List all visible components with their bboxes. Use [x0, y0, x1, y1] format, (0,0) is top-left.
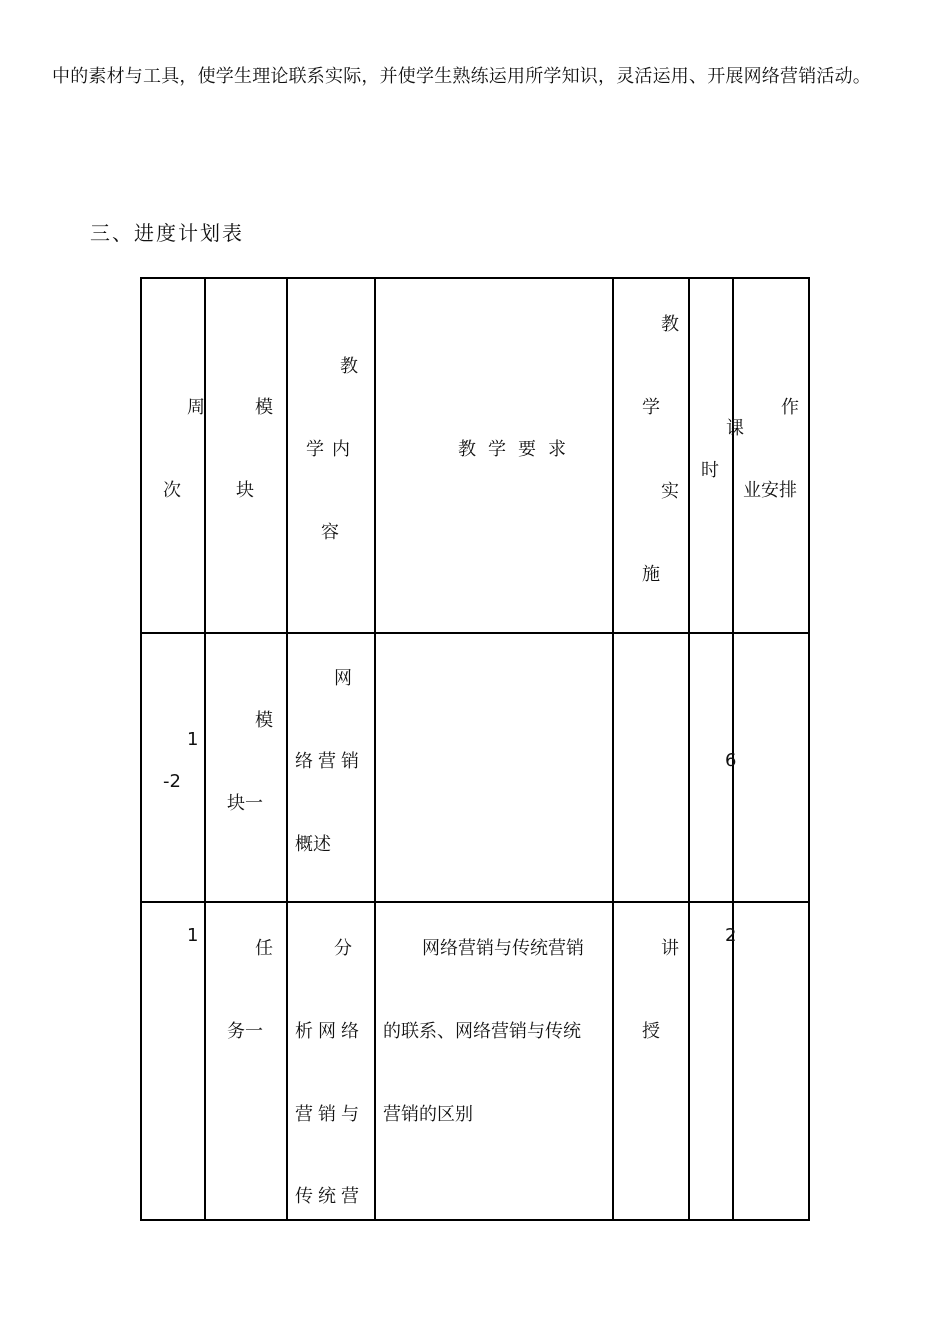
table-column-divider: [688, 277, 690, 1221]
row2-content-1: 分: [334, 938, 352, 959]
header-week-1: 周: [187, 397, 205, 418]
header-content-1: 教: [340, 356, 358, 377]
header-homework-1: 作: [781, 397, 799, 418]
header-impl-4: 施: [642, 564, 660, 585]
row1-week-2: -2: [163, 771, 181, 792]
table-border-right: [808, 277, 810, 1221]
table-border-top: [140, 277, 810, 279]
table-row-divider: [140, 901, 810, 903]
row1-hours: 6: [725, 750, 737, 771]
table-column-divider: [286, 277, 288, 1221]
section-heading: 三、进度计划表: [90, 221, 244, 245]
header-hours-2: 时: [701, 460, 719, 481]
table-column-divider: [374, 277, 376, 1221]
row2-impl-2: 授: [642, 1021, 660, 1042]
row2-content-2: 析网络: [295, 1021, 364, 1042]
header-content-2: 学内: [306, 439, 358, 460]
header-impl-2: 学: [642, 397, 660, 418]
header-homework-2: 业安排: [743, 480, 797, 501]
row1-module-2: 块一: [227, 793, 263, 814]
row2-impl-1: 讲: [661, 938, 679, 959]
row2-module-1: 任: [255, 938, 273, 959]
row1-week-1: 1: [187, 729, 199, 750]
row1-content-2: 络营销: [295, 751, 364, 772]
header-week-2: 次: [163, 480, 181, 501]
row2-content-3: 营销与: [295, 1104, 364, 1125]
header-requirement: 教学要求: [458, 439, 578, 460]
intro-paragraph: 中的素材与工具，使学生理论联系实际，并使学生熟练运用所学知识，灵活运用、开展网络营销活动。: [52, 66, 871, 87]
header-hours-1: 课: [726, 418, 744, 439]
row1-content-1: 网: [334, 668, 352, 689]
table-border-bottom: [140, 1219, 810, 1221]
row2-content-4: 传统营: [295, 1186, 364, 1207]
row2-week: 1: [187, 925, 199, 946]
row1-module-1: 模: [255, 710, 273, 731]
header-module-1: 模: [255, 397, 273, 418]
table-row-divider: [140, 632, 810, 634]
row2-requirement-3: 营销的区别: [383, 1104, 473, 1125]
table-border-left: [140, 277, 142, 1221]
header-module-2: 块: [236, 480, 254, 501]
header-impl-3: 实: [661, 481, 679, 502]
row2-requirement-1: 网络营销与传统营销: [422, 938, 584, 959]
row1-content-3: 概述: [295, 834, 331, 855]
header-content-3: 容: [321, 522, 339, 543]
row2-module-2: 务一: [227, 1021, 263, 1042]
row2-hours: 2: [725, 925, 737, 946]
table-column-divider: [204, 277, 206, 1221]
header-impl-1: 教: [661, 314, 679, 335]
table-column-divider: [612, 277, 614, 1221]
row2-requirement-2: 的联系、网络营销与传统: [383, 1021, 581, 1042]
